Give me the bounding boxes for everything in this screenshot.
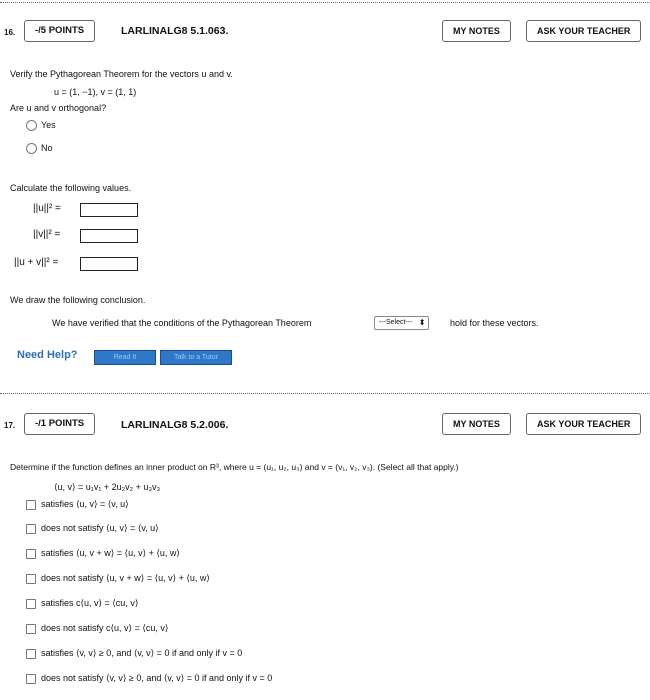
conclusion-label: We draw the following conclusion.	[10, 295, 146, 305]
select-value: ---Select---	[379, 319, 413, 326]
radio-no-label: No	[41, 143, 53, 153]
radio-no[interactable]	[26, 143, 37, 154]
function-definition: ⟨u, v⟩ = u₁v₁ + 2u₂v₂ + u₃v₃	[54, 482, 161, 492]
my-notes-button[interactable]: MY NOTES	[442, 20, 511, 42]
conclusion-select[interactable]	[374, 316, 429, 330]
option-label: does not satisfy ⟨u, v⟩ = ⟨v, u⟩	[41, 523, 159, 533]
question-number: 16.	[4, 28, 16, 37]
checkbox-option[interactable]	[26, 549, 36, 559]
option-label: satisfies ⟨v, v⟩ ≥ 0, and ⟨v, v⟩ = 0 if and only if v = 0	[41, 648, 243, 658]
checkbox-option[interactable]	[26, 624, 36, 634]
select-arrow-icon: ⬍	[418, 318, 426, 327]
question-number: 17.	[4, 421, 16, 430]
question-prompt: Determine if the function defines an inner product on R³, where u = (u₁, u₂, u₃) and v = (v₁, v₂, v₃). (Select all that apply.)	[10, 462, 459, 472]
norm-u-plus-v-input[interactable]	[80, 257, 138, 271]
question-prompt: Verify the Pythagorean Theorem for the vectors u and v.	[10, 69, 233, 79]
points-badge: -/1 POINTS	[24, 413, 95, 435]
question-code: LARLINALG8 5.2.006.	[121, 419, 229, 431]
norm-u-input[interactable]	[80, 203, 138, 217]
checkbox-option[interactable]	[26, 500, 36, 510]
checkbox-option[interactable]	[26, 599, 36, 609]
my-notes-button[interactable]: MY NOTES	[442, 413, 511, 435]
read-it-button[interactable]: Read It	[94, 350, 156, 365]
conclusion-text-post: hold for these vectors.	[450, 318, 539, 328]
option-label: satisfies ⟨u, v + w⟩ = ⟨u, v⟩ + ⟨u, w⟩	[41, 548, 180, 558]
talk-to-tutor-button[interactable]: Talk to a Tutor	[160, 350, 232, 365]
norm-u-plus-v-label: ||u + v||² =	[14, 257, 59, 268]
orthogonal-question: Are u and v orthogonal?	[10, 103, 107, 113]
option-label: satisfies ⟨u, v⟩ = ⟨v, u⟩	[41, 499, 129, 509]
checkbox-option[interactable]	[26, 674, 36, 684]
option-label: does not satisfy ⟨u, v + w⟩ = ⟨u, v⟩ + ⟨u, w⟩	[41, 573, 210, 583]
vectors-definition: u = (1, −1), v = (1, 1)	[54, 87, 137, 97]
checkbox-option[interactable]	[26, 649, 36, 659]
conclusion-text-pre: We have verified that the conditions of the Pythagorean Theorem	[52, 318, 312, 328]
norm-v-input[interactable]	[80, 229, 138, 243]
option-label: does not satisfy c⟨u, v⟩ = ⟨cu, v⟩	[41, 623, 169, 633]
option-label: does not satisfy ⟨v, v⟩ ≥ 0, and ⟨v, v⟩ = 0 if and only if v = 0	[41, 673, 273, 683]
option-label: satisfies c⟨u, v⟩ = ⟨cu, v⟩	[41, 598, 139, 608]
top-divider	[0, 2, 650, 3]
ask-your-teacher-button[interactable]: ASK YOUR TEACHER	[526, 20, 641, 42]
question-code: LARLINALG8 5.1.063.	[121, 25, 229, 37]
calculate-label: Calculate the following values.	[10, 183, 132, 193]
norm-u-label: ||u||² =	[33, 203, 61, 214]
points-badge: -/5 POINTS	[24, 20, 95, 42]
radio-yes[interactable]	[26, 120, 37, 131]
ask-your-teacher-button[interactable]: ASK YOUR TEACHER	[526, 413, 641, 435]
question-divider	[0, 393, 650, 394]
radio-yes-label: Yes	[41, 120, 56, 130]
norm-v-label: ||v||² =	[33, 229, 61, 240]
checkbox-option[interactable]	[26, 524, 36, 534]
need-help-label: Need Help?	[17, 349, 78, 361]
checkbox-option[interactable]	[26, 574, 36, 584]
